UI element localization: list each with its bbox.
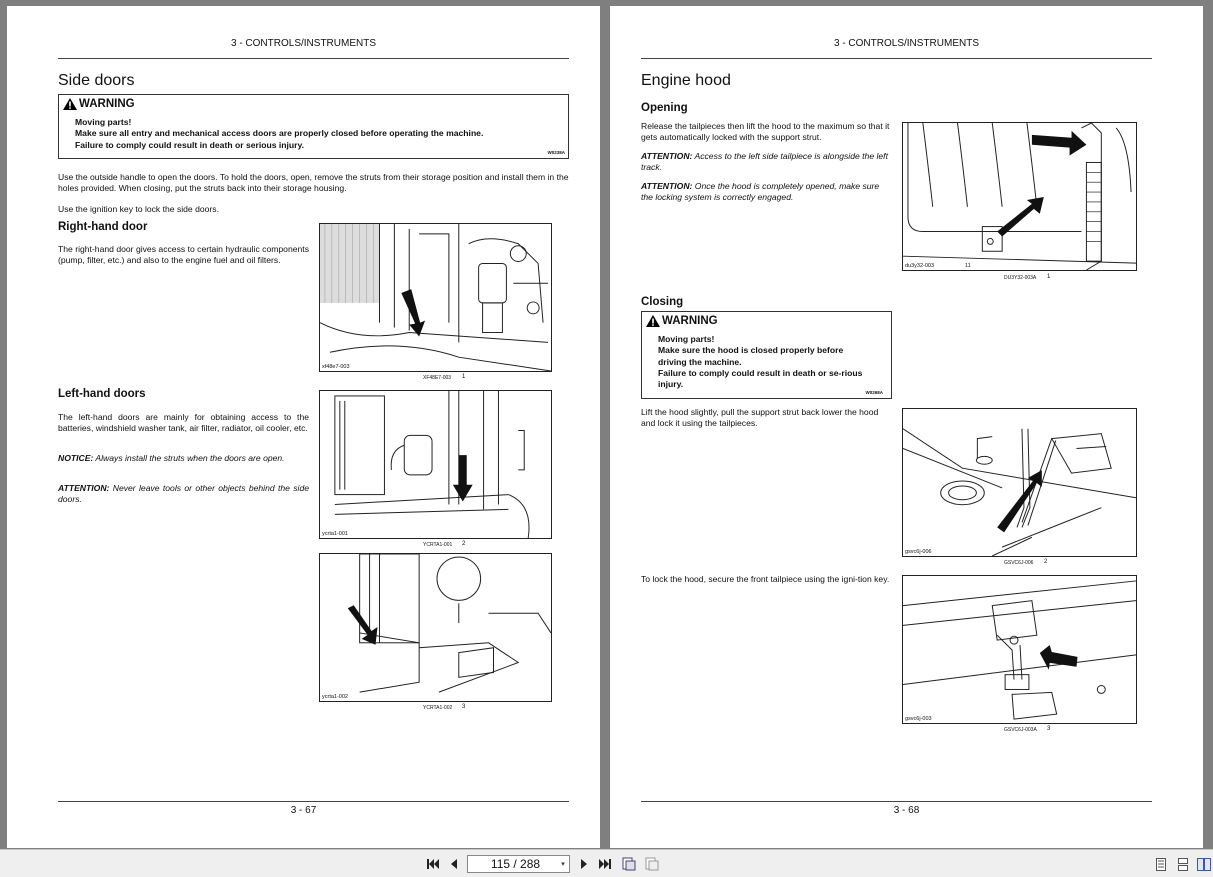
figure-support-strut <box>902 408 1137 557</box>
notice-text: Always install the struts when the doors are open. <box>95 453 285 463</box>
door-illustration <box>320 391 551 538</box>
footer-rule <box>58 801 569 802</box>
warning-box <box>641 311 892 399</box>
figure-reference: XF48E7-003 <box>423 375 452 381</box>
next-page-icon[interactable] <box>576 856 592 872</box>
paragraph: The right-hand door gives access to certain hydraulic components (pump, filter, etc.) and also to the engine fuel and oil filters. <box>58 244 309 265</box>
figure-number: 3 <box>1047 726 1051 732</box>
attention-note <box>641 181 893 203</box>
figure-id: du3y32-003 <box>905 263 935 269</box>
figure-tailpiece-lock <box>902 575 1137 724</box>
figure-id: xf48e7-003 <box>322 364 350 370</box>
warning-label: WARNING <box>79 98 135 110</box>
attention-text: Access to the left side tailpiece is alongside the left track. <box>641 151 888 172</box>
subsection-heading: Closing <box>641 296 684 308</box>
two-page-view-icon[interactable] <box>1196 856 1212 872</box>
first-page-icon[interactable] <box>425 856 441 872</box>
page-number: 3 - 68 <box>893 805 920 816</box>
paragraph: To lock the hood, secure the front tailpiece using the igni-tion key. <box>641 574 890 584</box>
tailpiece-illustration <box>903 576 1136 723</box>
figure-reference: YCRTA1-002 <box>423 705 453 711</box>
left-page <box>7 6 600 848</box>
warning-line: Make sure the hood is closed properly before driving the machine. <box>658 345 844 367</box>
hood-illustration <box>903 123 1136 270</box>
notice-note <box>58 453 309 464</box>
subsection-heading: Opening <box>641 102 688 114</box>
subsection-heading: Right-hand door <box>58 221 148 233</box>
subsection-heading: Left-hand doors <box>58 388 146 400</box>
paragraph: Use the ignition key to lock the side doors. <box>58 204 219 214</box>
attention-text: Once the hood is completely opened, make sure the locking system is correctly engaged. <box>641 181 880 202</box>
figure-engine-hood-open <box>902 122 1137 271</box>
right-page <box>610 6 1203 848</box>
door-illustration <box>320 224 551 371</box>
warning-triangle-icon <box>646 315 660 327</box>
warning-code: W0238A <box>547 150 565 155</box>
running-head: 3 - CONTROLS/INSTRUMENTS <box>833 38 979 49</box>
last-page-icon[interactable] <box>597 856 613 872</box>
attention-text: Never leave tools or other objects behind the side doors. <box>58 483 310 504</box>
paragraph: The left-hand doors are mainly for obtaining access to the batteries, windshield washer tank, air filter, radiator, oil cooler, etc. <box>58 412 309 433</box>
page-number-input[interactable] <box>467 855 570 873</box>
warning-label: WARNING <box>662 315 718 327</box>
figure-id: ycrta1-001 <box>322 531 348 537</box>
figure-number: 1 <box>462 374 466 380</box>
warning-header <box>63 98 135 110</box>
figure-id: gsvc6j-006 <box>905 549 932 555</box>
warning-line: Make sure all entry and mechanical access doors are properly closed before operating the machine. <box>75 128 484 139</box>
figure-number: 1 <box>1047 274 1051 280</box>
callout-label: 11 <box>965 263 971 269</box>
single-page-view-icon[interactable] <box>1153 856 1169 872</box>
running-head: 3 - CONTROLS/INSTRUMENTS <box>230 38 376 49</box>
figure-reference: DU3Y32-003A <box>1004 275 1037 281</box>
attention-label: ATTENTION: <box>58 483 110 493</box>
paragraph: Lift the hood slightly, pull the support strut back lower the hood and lock it using the tailpieces. <box>641 407 879 428</box>
attention-label: ATTENTION: <box>641 181 693 191</box>
warning-code: W0268A <box>865 390 883 395</box>
section-title: Engine hood <box>641 72 731 89</box>
page-indicator: 115 / 288 <box>490 857 541 871</box>
section-title: Side doors <box>58 72 135 89</box>
figure-id: ycrta1-002 <box>322 694 348 700</box>
figure-id: gsvc6j-003 <box>905 716 932 722</box>
header-rule <box>58 58 569 59</box>
strut-illustration <box>320 554 551 701</box>
figure-strut <box>319 553 552 702</box>
attention-note <box>58 483 309 505</box>
warning-line: Moving parts! <box>658 334 715 344</box>
warning-box <box>58 94 569 159</box>
chevron-down-icon[interactable]: ▾ <box>561 861 565 868</box>
viewer-toolbar <box>0 849 1213 877</box>
attention-label: ATTENTION: <box>641 151 693 161</box>
figure-right-hand-door <box>319 223 552 372</box>
warning-text <box>658 334 873 390</box>
header-rule <box>641 58 1152 59</box>
figure-left-hand-door <box>319 390 552 539</box>
figure-reference: GSVC6J-006 <box>1004 560 1034 566</box>
figure-reference: GSVC6J-003A <box>1004 727 1037 733</box>
figure-number: 2 <box>462 541 466 547</box>
previous-page-icon[interactable] <box>446 856 462 872</box>
continuous-view-icon[interactable] <box>1175 856 1191 872</box>
strut-illustration <box>903 409 1136 556</box>
warning-line: Failure to comply could result in death or serious injury. <box>75 139 305 150</box>
paragraph: Use the outside handle to open the doors. To hold the doors, open, remove the struts from their storage position and install them in the holes provided. When closing, put the struts back into their storage housing. <box>58 172 569 193</box>
figure-number: 2 <box>1044 559 1048 565</box>
warning-line: Failure to comply could result in death or se-rious injury. <box>658 367 863 390</box>
warning-line: Moving parts! <box>75 117 132 127</box>
notice-label: NOTICE: <box>58 453 94 463</box>
footer-rule <box>641 801 1152 802</box>
warning-header <box>646 315 718 327</box>
figure-number: 3 <box>462 704 466 710</box>
attention-note <box>641 151 893 173</box>
paragraph: Release the tailpieces then lift the hood to the maximum so that it gets automatically locked with the support strut. <box>641 121 890 142</box>
warning-text <box>75 117 565 151</box>
warning-triangle-icon <box>63 98 77 110</box>
fit-page-icon[interactable] <box>621 856 637 872</box>
page-number: 3 - 67 <box>290 805 317 816</box>
fit-width-icon[interactable] <box>644 856 660 872</box>
figure-reference: YCRTA1-001 <box>423 542 453 548</box>
